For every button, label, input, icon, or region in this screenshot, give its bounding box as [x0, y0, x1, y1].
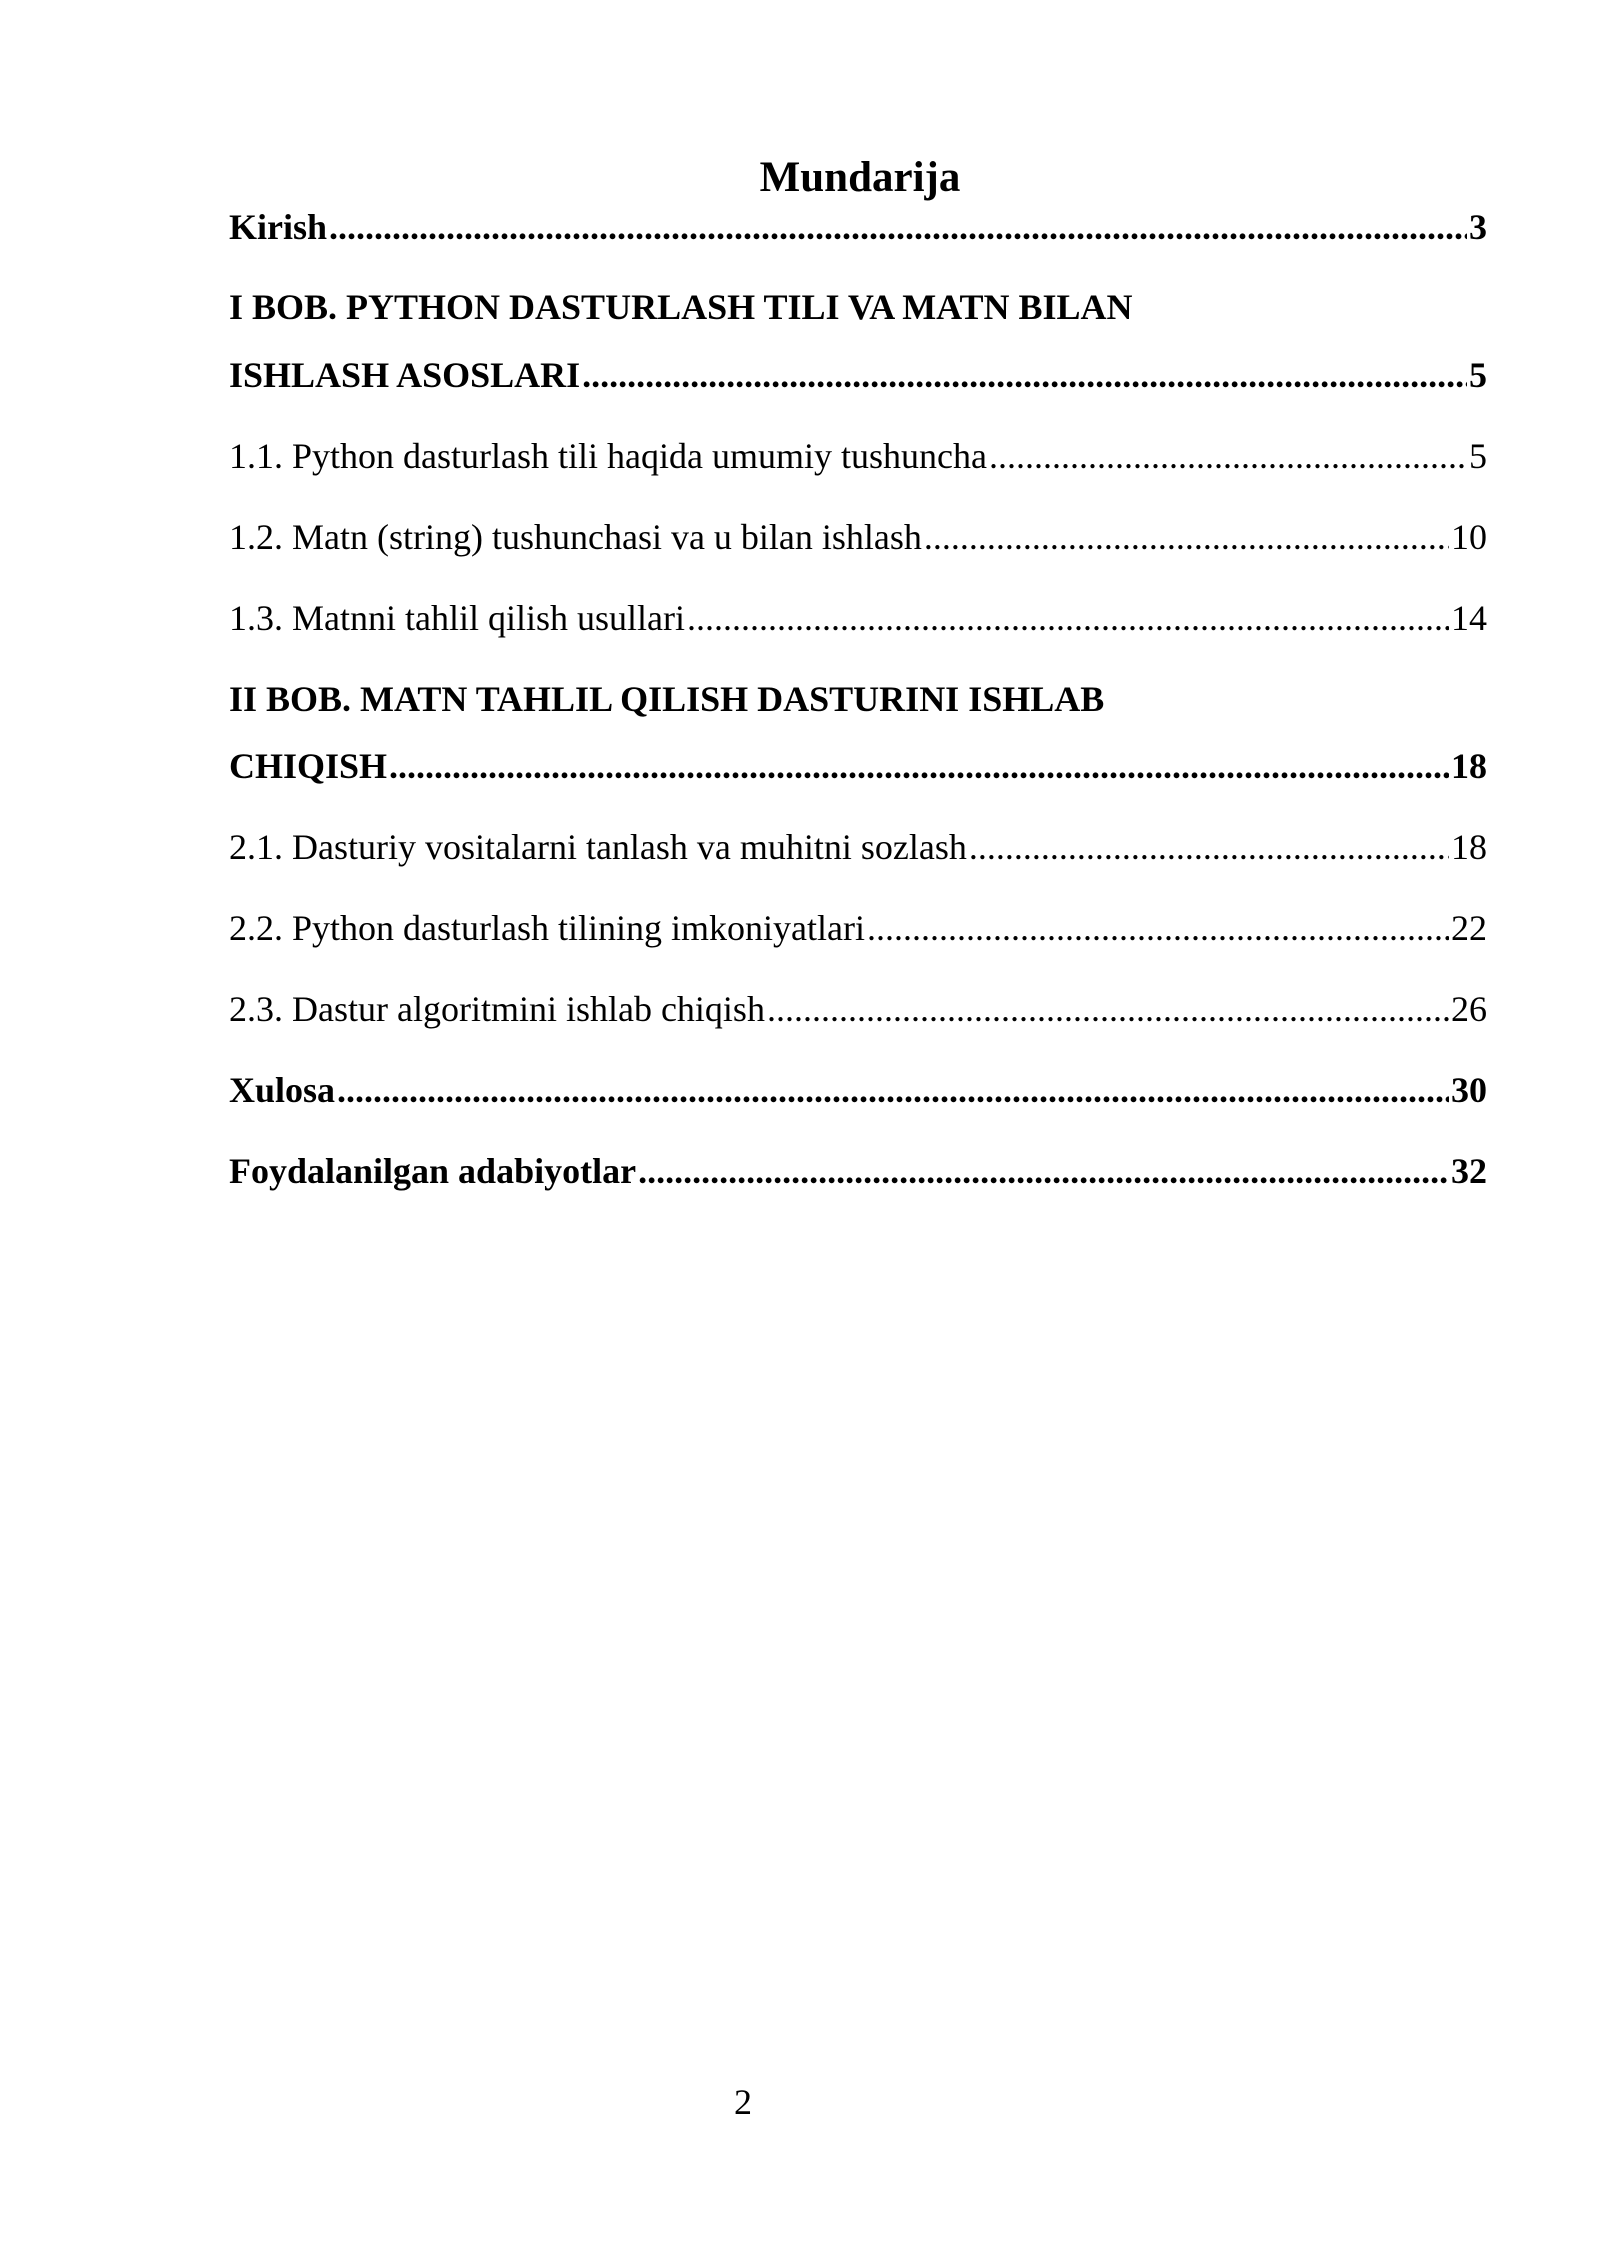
toc-entry-1-1[interactable]: [229, 434, 1487, 478]
toc-entry-label: Kirish: [229, 207, 328, 247]
toc-entry-page: 26: [1451, 989, 1487, 1029]
toc-entry-xulosa[interactable]: [229, 1068, 1487, 1112]
toc-entry-2-2[interactable]: [229, 906, 1487, 950]
toc-entry-1-2[interactable]: [229, 515, 1487, 559]
toc-entry-label: CHIQISH: [229, 746, 388, 786]
toc-entry-page: 10: [1451, 517, 1487, 557]
dot-leader: [767, 987, 1449, 1031]
toc-entry-label: 1.2. Matn (string) tushunchasi va u bilan ishlash: [229, 517, 922, 557]
toc-entry-kirish[interactable]: [229, 205, 1487, 249]
dot-leader: [582, 353, 1467, 397]
chapter-1-title-line: I BOB. PYTHON DASTURLASH TILI VA MATN BILAN: [229, 287, 1133, 327]
dot-leader: [867, 906, 1449, 950]
toc-entry-page: 14: [1451, 598, 1487, 638]
toc-entry-label: 2.2. Python dasturlash tilining imkoniyatlari: [229, 908, 865, 948]
dot-leader: [989, 434, 1467, 478]
toc-entry-page: 5: [1469, 355, 1487, 395]
page-title: Mundarija: [759, 154, 961, 201]
toc-entry-chapter-1[interactable]: [229, 353, 1487, 397]
dot-leader: [969, 825, 1449, 869]
toc-entry-adabiyotlar[interactable]: [229, 1149, 1487, 1193]
dot-leader: [687, 596, 1449, 640]
dot-leader: [329, 205, 1467, 249]
dot-leader: [638, 1149, 1449, 1193]
toc-entry-page: 22: [1451, 908, 1487, 948]
dot-leader: [924, 515, 1449, 559]
toc-entry-chapter-2[interactable]: [229, 744, 1487, 788]
toc-entry-page: 18: [1451, 827, 1487, 867]
toc-entry-1-3[interactable]: [229, 596, 1487, 640]
toc-entry-label: 2.3. Dastur algoritmini ishlab chiqish: [229, 989, 765, 1029]
toc-entry-label: 2.1. Dasturiy vositalarni tanlash va muhitni sozlash: [229, 827, 967, 867]
dot-leader: [389, 744, 1449, 788]
toc-entry-label: 1.1. Python dasturlash tili haqida umumiy tushuncha: [229, 436, 987, 476]
toc-entry-label: 1.3. Matnni tahlil qilish usullari: [229, 598, 685, 638]
toc-entry-2-1[interactable]: [229, 825, 1487, 869]
toc-entry-2-3[interactable]: [229, 987, 1487, 1031]
toc-entry-page: 18: [1451, 746, 1487, 786]
toc-entry-page: 3: [1469, 207, 1487, 247]
toc-entry-label: Xulosa: [229, 1070, 336, 1110]
page-number: 2: [734, 2082, 752, 2122]
dot-leader: [337, 1068, 1449, 1112]
toc-entry-label: ISHLASH ASOSLARI: [229, 355, 581, 395]
toc-entry-page: 30: [1451, 1070, 1487, 1110]
toc-entry-page: 5: [1469, 436, 1487, 476]
toc-entry-page: 32: [1451, 1151, 1487, 1191]
toc-entry-label: Foydalanilgan adabiyotlar: [229, 1151, 637, 1191]
chapter-2-title-line: II BOB. MATN TAHLIL QILISH DASTURINI ISHLAB: [229, 679, 1105, 719]
